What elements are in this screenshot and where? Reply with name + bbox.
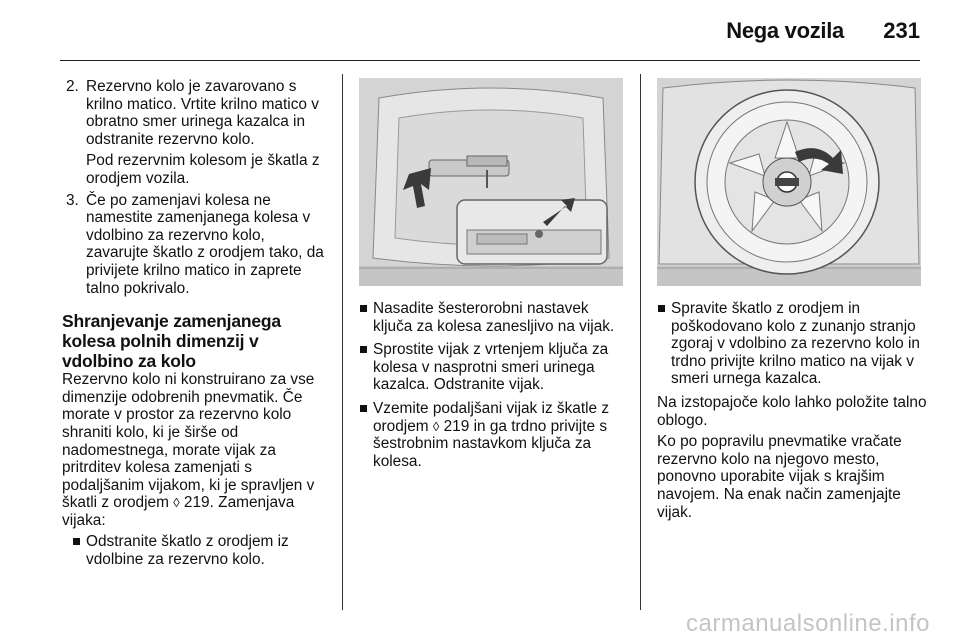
step-text: Če po zamenjavi kolesa ne namestite zamenjanega kolesa v vdolbino za rezervno kolo, zavarujte škatlo z orodjem tako, da privijete krilno matico in zaprete talno pokrivalo. (86, 191, 324, 297)
header-divider (60, 60, 920, 61)
page-reference-icon: ◊ (432, 418, 440, 434)
paragraph: Ko po popravilu pnevmatike vračate rezervno kolo na njegovo mesto, ponovno uporabite vijak s krajšim navojem. Na enak način zamenjajte vijak. (657, 433, 902, 521)
list-item-text: Vzemite podaljšani vijak iz škatle z orodjem (373, 399, 610, 435)
page-title: Nega vozila (726, 18, 844, 43)
paragraph-text: . Zamenjava vijaka: (62, 494, 295, 529)
column-3 (657, 78, 927, 525)
stowed-wheel-illustration (657, 78, 921, 286)
figure-stowed-wheel (657, 78, 921, 286)
step-number: 2. (66, 78, 79, 95)
step-3 (62, 192, 330, 298)
list-item: Spravite škatlo z orodjem in poškodovano kolo z zunanjo stranjo zgoraj v vdolbino za rezervno kolo in trdno privijte krilno matico na vijak v smeri urnega kazalca. (657, 300, 927, 388)
page-reference-link[interactable]: 219 (183, 494, 210, 512)
page-reference-icon: ◊ (173, 495, 180, 511)
page-header (60, 12, 920, 52)
section-paragraph (62, 371, 330, 529)
column-divider-2 (640, 74, 641, 610)
list-item: Nasadite šesterorobni nastavek ključa za kolesa zanesljivo na vijak. (359, 300, 627, 335)
page-number: 231 (883, 18, 920, 43)
column-divider-1 (342, 74, 343, 610)
column-2 (359, 78, 627, 476)
list-item-text: in ga trdno privijte s šestrobnim nastavkom ključa za kolesa. (373, 417, 608, 470)
bullet-list (62, 533, 330, 568)
paragraph-text: Rezervno kolo ni konstruirano za vse dimenzije odobrenih pnevmatik. Če morate v prostor za rezervno kolo shraniti kolo, ki je širše od nadomestnega, morate vijak za pritrditev kolesa zamenjati s podaljšanim vijakom, ki je spravljen v škatli z orodjem (62, 371, 315, 512)
step-2 (62, 78, 330, 148)
list-item: Odstranite škatlo z orodjem iz vdolbine za rezervno kolo. (72, 533, 330, 568)
list-item (359, 400, 627, 470)
column-1 (62, 78, 330, 575)
step-2-note: Pod rezervnim kolesom je škatla z orodjem vozila. (86, 152, 320, 187)
step-text: Rezervno kolo je zavarovano s krilno matico. Vrtite krilno matico v obratno smer urinega kazalca in odstranite rezervno kolo. (86, 78, 319, 148)
watermark: carmanualsonline.info (686, 610, 930, 637)
spare-wheel-well-illustration (359, 78, 623, 286)
list-item: Sprostite vijak z vrtenjem ključa za kolesa v nasprotni smeri urinega kazalca. Odstranite vijak. (359, 341, 627, 394)
step-number: 3. (66, 191, 79, 209)
figure-spare-wheel-bolt (359, 78, 623, 286)
section-heading: Shranjevanje zamenjanega kolesa polnih dimenzij v vdolbino za kolo (62, 311, 281, 372)
page-reference-link[interactable]: 219 (443, 417, 470, 435)
paragraph: Na izstopajoče kolo lahko položite talno oblogo. (657, 393, 927, 429)
